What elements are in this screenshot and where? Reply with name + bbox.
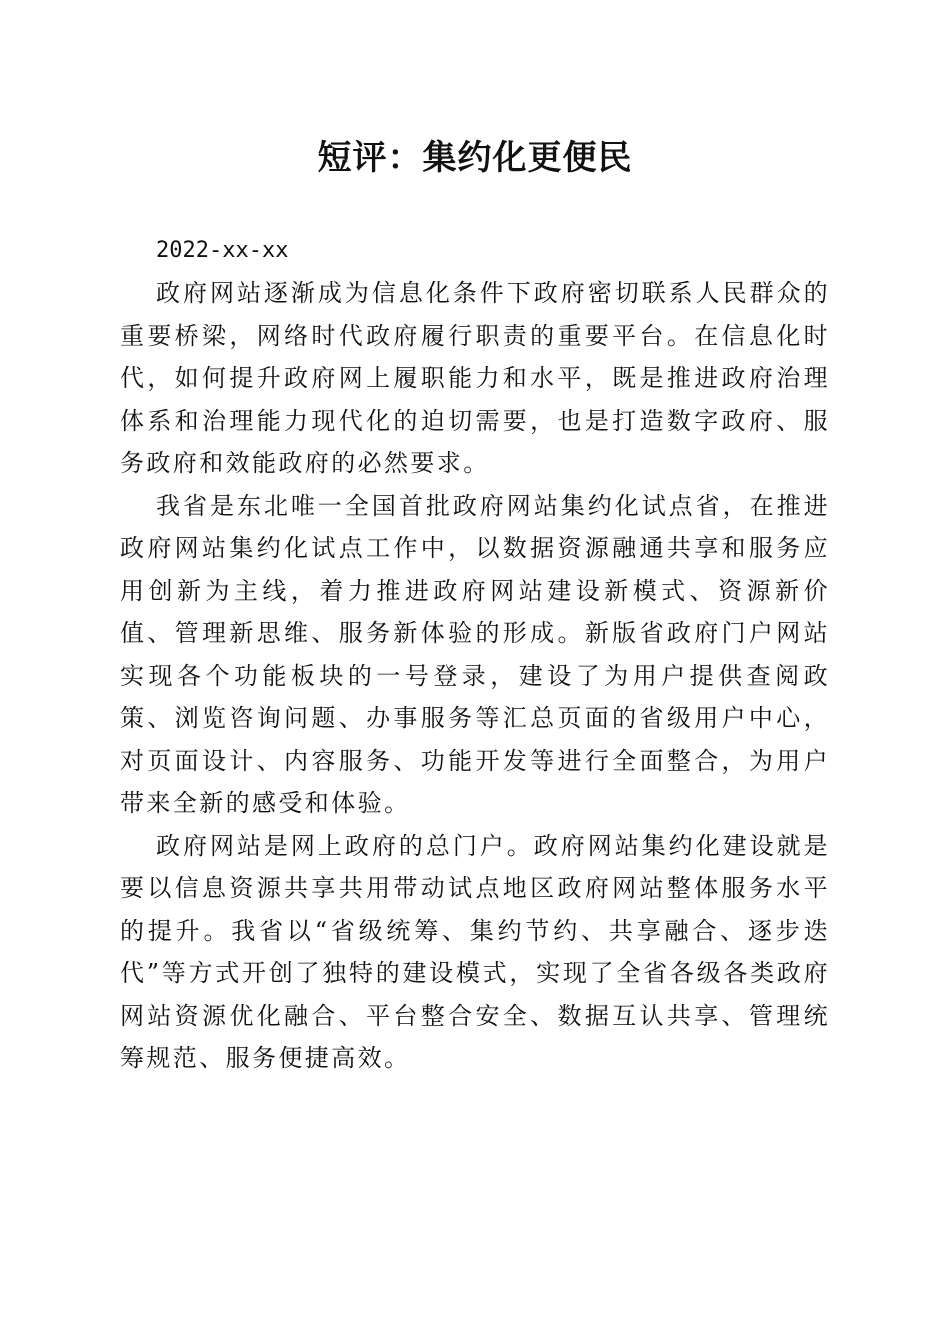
paragraph-2: 我省是东北唯一全国首批政府网站集约化试点省，在推进政府网站集约化试点工作中，以数据资源融通共享和服务应用创新为主线，着力推进政府网站建设新模式、资源新价值、管理新思维、服务新体验的形成。新版省政府门户网站实现各个功能板块的一号登录，建设了为用户提供查阅政策、浏览咨询问题、办事服务等汇总页面的省级用户中心，对页面设计、内容服务、功能开发等进行全面整合，为用户带来全新的感受和体验。 (120, 491, 830, 817)
paragraph-1: 政府网站逐渐成为信息化条件下政府密切联系人民群众的重要桥梁，网络时代政府履行职责的重要平台。在信息化时代，如何提升政府网上履职能力和水平，既是推进政府治理体系和治理能力现代化的迫切需要，也是打造数字政府、服务政府和效能政府的必然要求。 (120, 279, 830, 477)
document-body (120, 230, 830, 1080)
document-title: 短评：集约化更便民 (317, 138, 633, 178)
paragraph-3: 政府网站是网上政府的总门户。政府网站集约化建设就是要以信息资源共享共用带动试点地区政府网站整体服务水平的提升。我省以“省级统筹、集约节约、共享融合、逐步迭代”等方式开创了独特的建设模式，实现了全省各级各类政府网站资源优化融合、平台整合安全、数据互认共享、管理统筹规范、服务便捷高效。 (120, 831, 830, 1072)
document-date: 2022-xx-xx (156, 238, 289, 263)
